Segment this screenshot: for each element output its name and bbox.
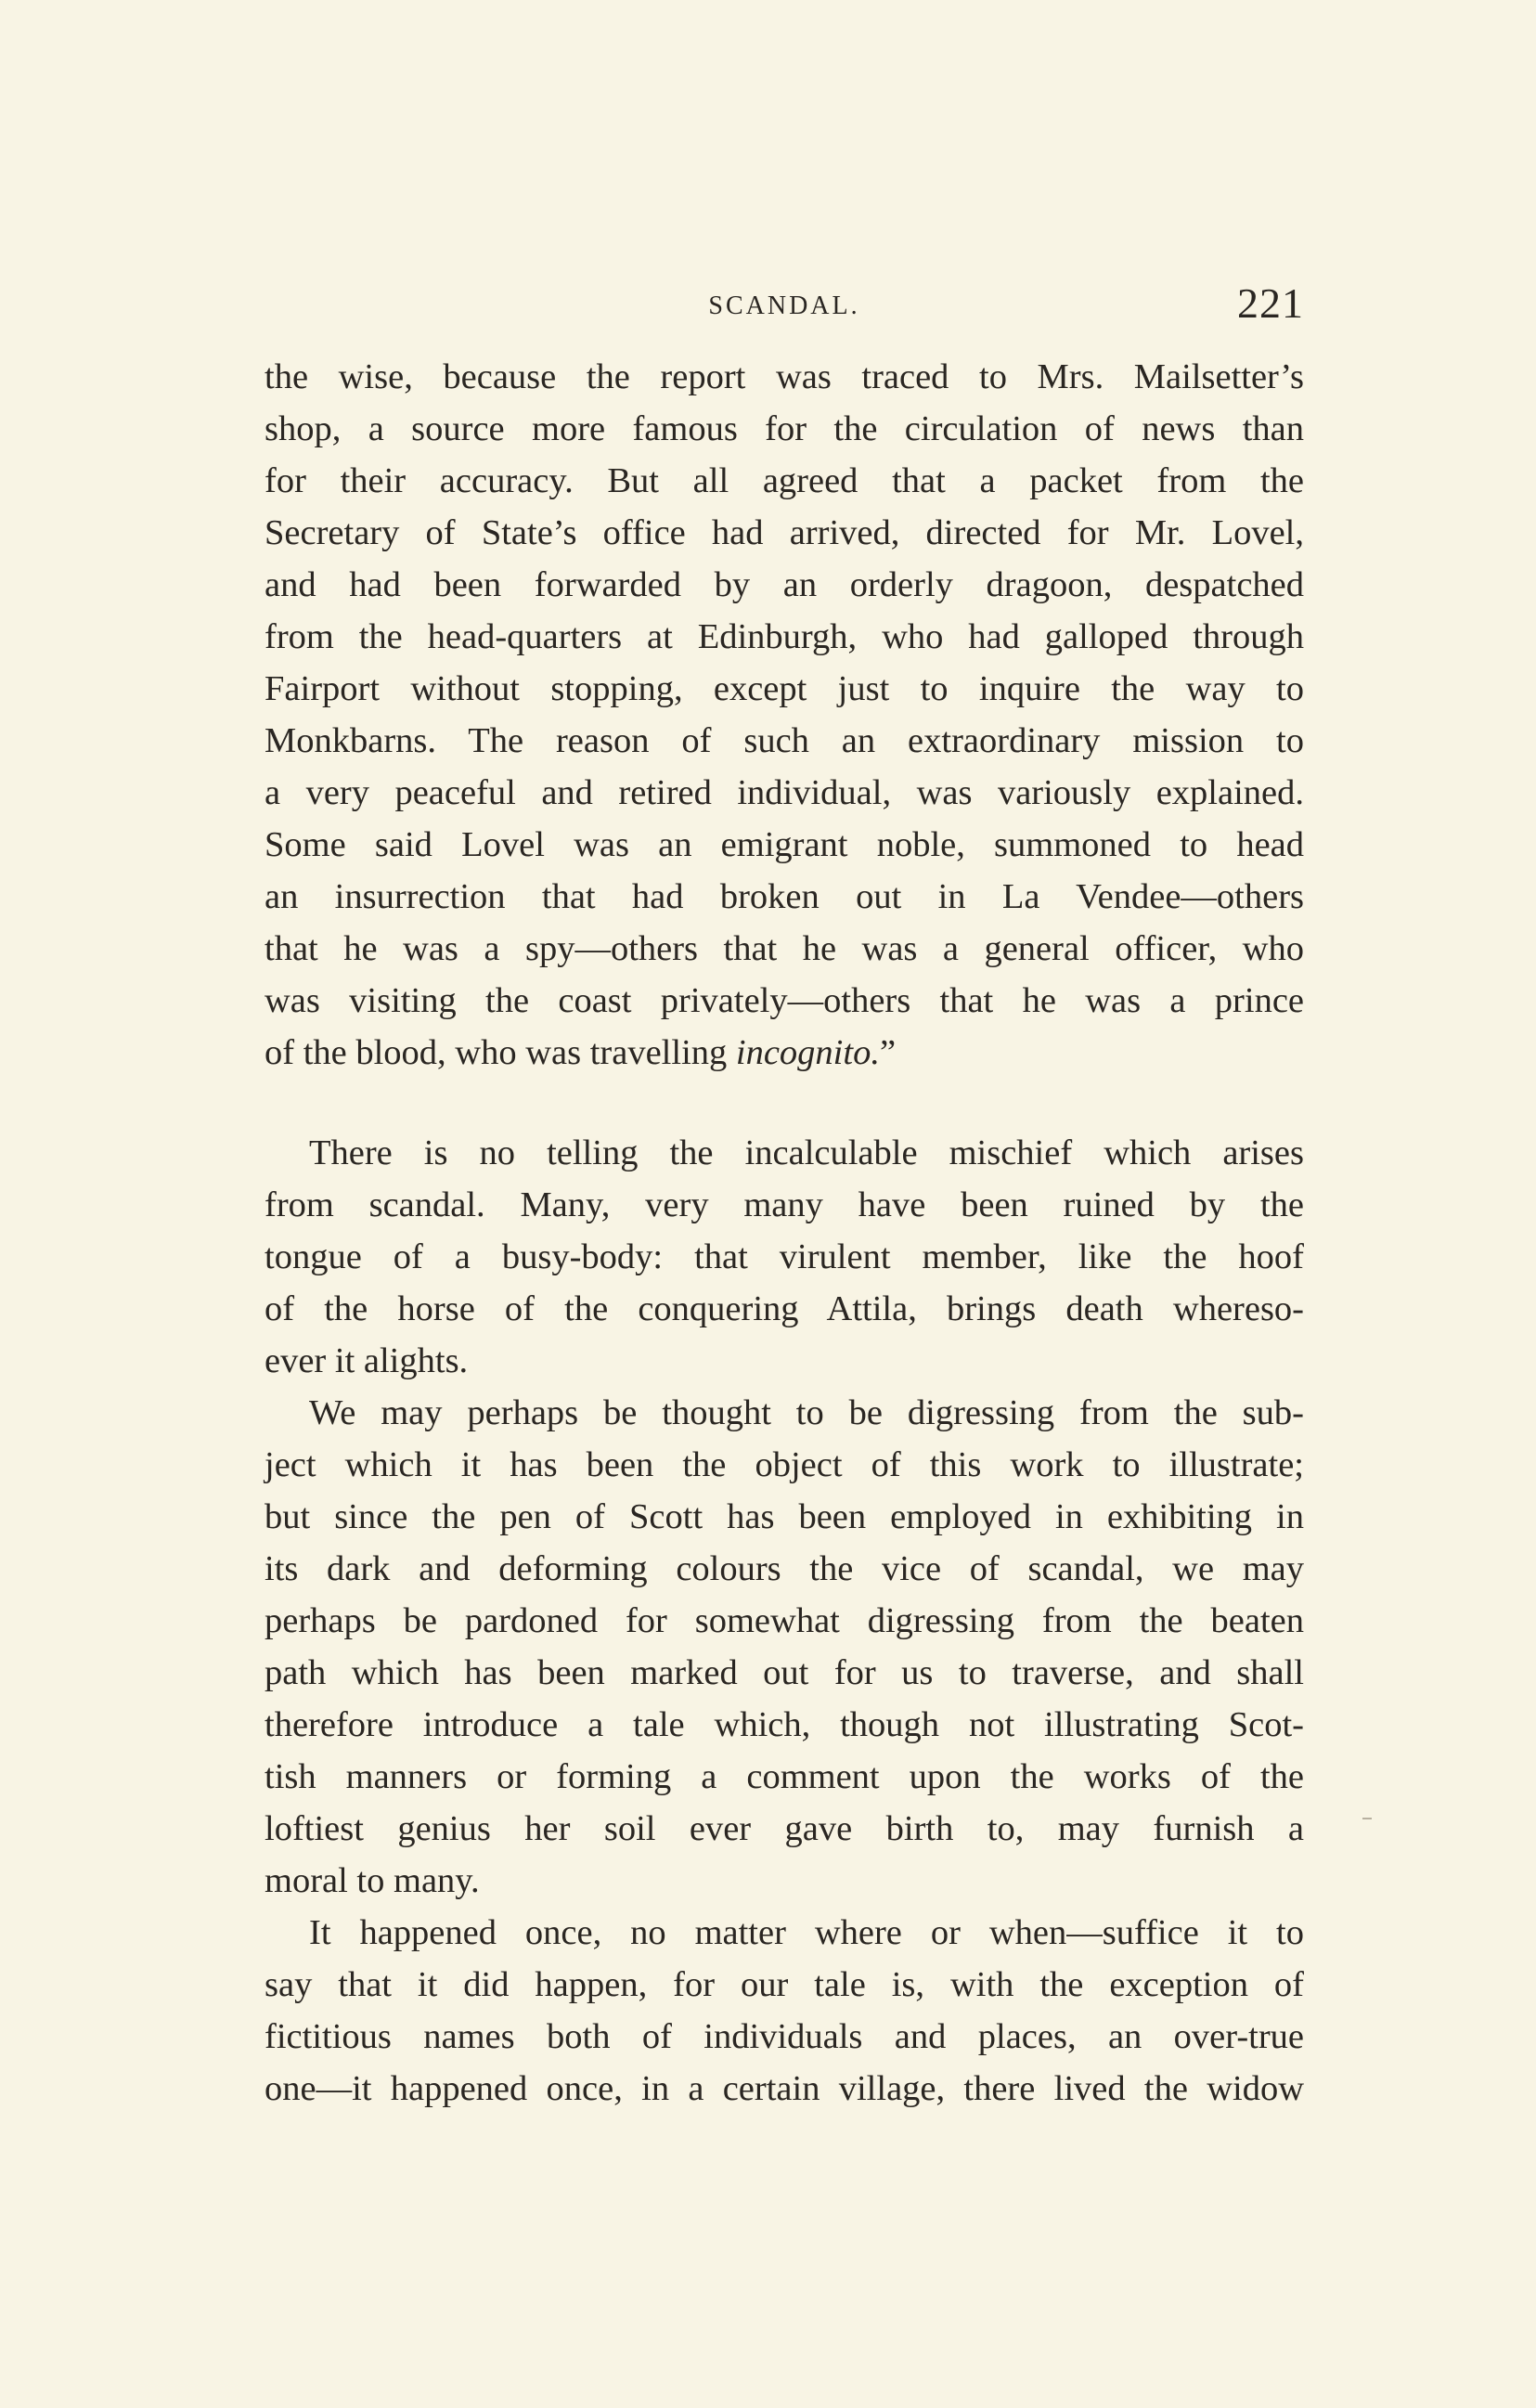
text-line — [265, 1027, 1304, 1079]
text-line: moral to many. — [265, 1861, 480, 1900]
text-line: loftiest genius her soil ever gave birth to, may furnish a — [265, 1809, 1304, 1848]
text-line: therefore introduce a tale which, though not illustrating Scot- — [265, 1705, 1304, 1744]
text-line: ject which it has been the object of this work to illustrate; — [265, 1445, 1304, 1484]
text-line: from the head-quarters at Edinburgh, who had galloped through — [265, 617, 1304, 656]
text-line: Secretary of State’s office had arrived, directed for Mr. Lovel, — [265, 513, 1304, 552]
text-line: for their accuracy. But all agreed that a packet from the — [265, 461, 1304, 500]
paragraph-gap — [265, 1079, 1304, 1127]
text-run: of the blood, who was travelling — [265, 1033, 736, 1072]
running-title: SCANDAL. — [708, 291, 860, 320]
text-line: shop, a source more famous for the circulation of news than — [265, 409, 1304, 448]
text-line: It happened once, no matter where or when—suffice it to — [309, 1913, 1304, 1952]
text-line: one—it happened once, in a certain village, there lived the widow — [265, 2069, 1304, 2108]
paragraph-4 — [265, 1907, 1304, 2115]
text-line: from scandal. Many, very many have been ruined by the — [265, 1185, 1304, 1224]
body-text — [265, 351, 1304, 2115]
text-line: path which has been marked out for us to traverse, and shall — [265, 1653, 1304, 1692]
text-line: the wise, because the report was traced to Mrs. Mailsetter’s — [265, 357, 1304, 396]
text-line: an insurrection that had broken out in La Vendee—others — [265, 877, 1304, 916]
text-line: a very peaceful and retired individual, was variously explained. — [265, 773, 1304, 812]
text-line: that he was a spy—others that he was a general officer, who — [265, 929, 1304, 968]
text-line: There is no telling the incalculable mischief which arises — [309, 1133, 1304, 1172]
text-line: tish manners or forming a comment upon the works of the — [265, 1757, 1304, 1796]
text-line: and had been forwarded by an orderly dragoon, despatched — [265, 565, 1304, 604]
italic-word: incognito. — [735, 1033, 880, 1072]
running-head — [265, 278, 1304, 334]
closing-quote: ” — [879, 1033, 897, 1072]
text-line: Some said Lovel was an emigrant noble, summoned to head — [265, 825, 1304, 864]
text-line: was visiting the coast privately—others that he was a prince — [265, 981, 1304, 1020]
text-line: tongue of a busy-body: that virulent member, like the hoof — [265, 1237, 1304, 1276]
paragraph-3 — [265, 1387, 1304, 1907]
text-line: ever it alights. — [265, 1341, 469, 1380]
text-line: Monkbarns. The reason of such an extraordinary mission to — [265, 721, 1304, 760]
margin-mark — [1362, 1818, 1372, 1819]
paragraph-2 — [265, 1127, 1304, 1387]
text-line: of the horse of the conquering Attila, brings death whereso- — [265, 1289, 1304, 1328]
text-line: but since the pen of Scott has been employed in exhibiting in — [265, 1497, 1304, 1536]
text-line: Fairport without stopping, except just to inquire the way to — [265, 669, 1304, 708]
text-line: say that it did happen, for our tale is, with the exception of — [265, 1965, 1304, 2004]
text-line: its dark and deforming colours the vice of scandal, we may — [265, 1549, 1304, 1588]
text-line: fictitious names both of individuals and places, an over-true — [265, 2017, 1304, 2056]
text-line: perhaps be pardoned for somewhat digressing from the beaten — [265, 1601, 1304, 1640]
text-line: We may perhaps be thought to be digressing from the sub- — [309, 1393, 1304, 1432]
page-number: 221 — [1237, 279, 1304, 327]
paragraph-1 — [265, 351, 1304, 1079]
